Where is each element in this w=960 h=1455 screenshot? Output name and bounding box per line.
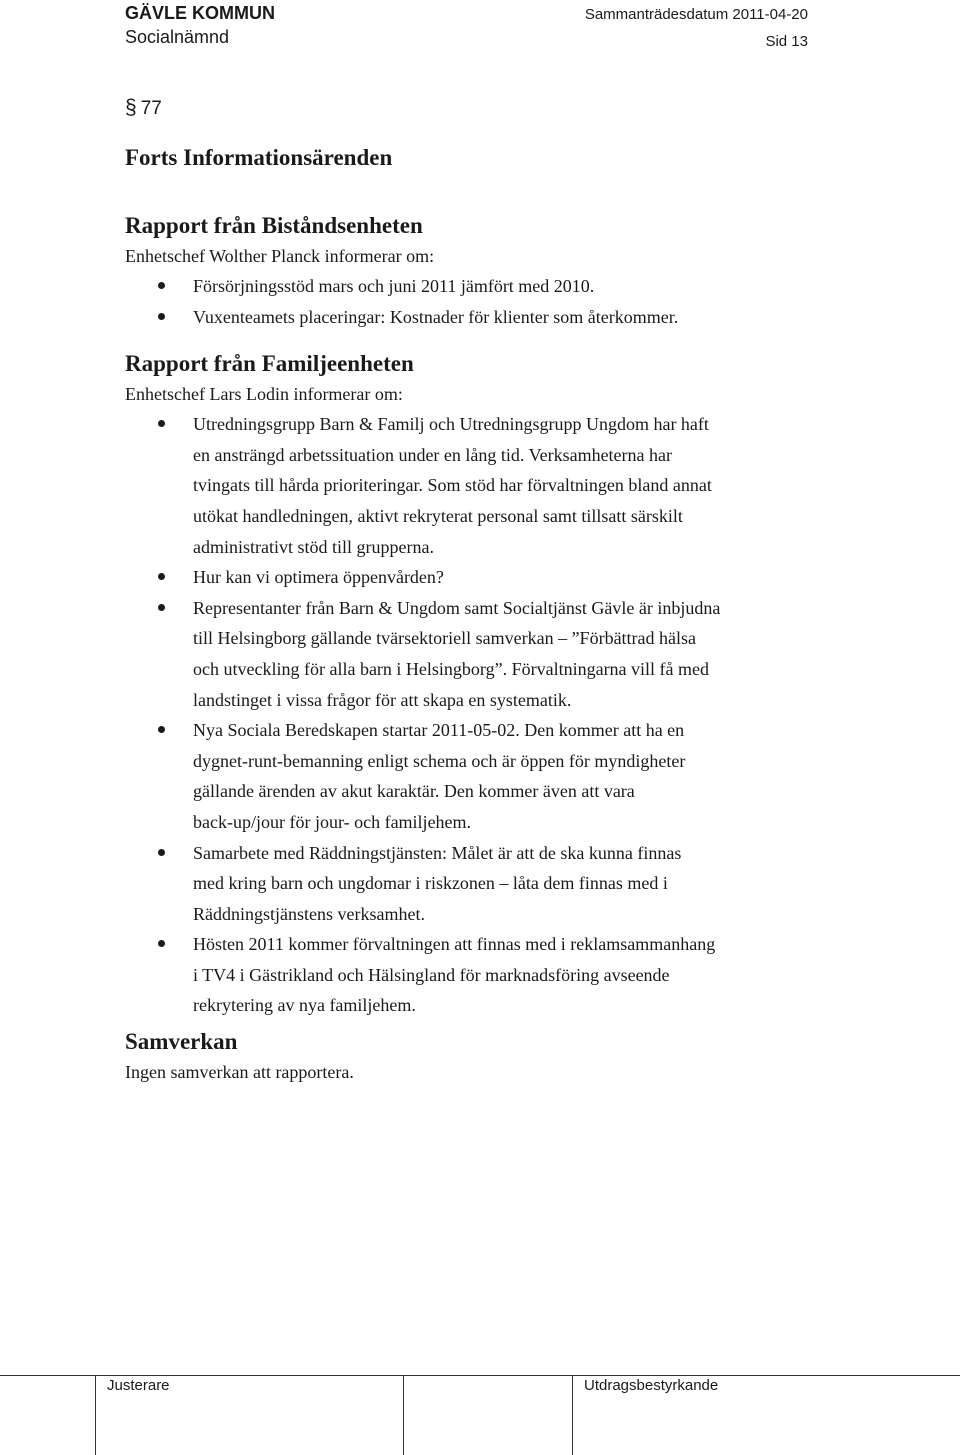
list-item-line: back-up/jour för jour- och familjehem.: [193, 811, 472, 832]
section-intro: Enhetschef Lars Lodin informerar om:: [125, 384, 403, 405]
footer-cell-border: [95, 1375, 96, 1455]
list-item-line: och utveckling för alla barn i Helsingborg”. Förvaltningarna vill få med: [193, 658, 710, 679]
bullet-icon: [158, 313, 165, 320]
section-heading: Samverkan: [125, 1029, 238, 1055]
footer-cell-border: [572, 1375, 573, 1455]
list-item: [125, 271, 825, 302]
list-item-line: Representanter från Barn & Ungdom samt Socialtjänst Gävle är inbjudna: [193, 597, 721, 618]
bullet-icon: [158, 940, 165, 947]
list-item-line: Utredningsgrupp Barn & Familj och Utredningsgrupp Ungdom har haft: [193, 414, 709, 435]
section-intro: Ingen samverkan att rapportera.: [125, 1062, 354, 1083]
list-item-line: landstinget i vissa frågor för att skapa en systematik.: [193, 689, 572, 710]
section-heading: Rapport från Biståndsenheten: [125, 213, 423, 238]
paragraph-number-value: 77: [140, 98, 162, 119]
bullet-icon: [158, 282, 165, 289]
bullet-icon: [158, 573, 165, 580]
list-item-line: Hösten 2011 kommer förvaltningen att finnas med i reklamsammanhang: [193, 934, 716, 955]
list-item-line: Hur kan vi optimera öppenvården?: [193, 567, 444, 588]
page-number: Sid 13: [765, 33, 808, 50]
list-item: [125, 409, 825, 562]
section: [125, 349, 825, 1021]
list-item-line: en ansträngd arbetssituation under en lång tid. Verksamheterna har: [193, 444, 673, 465]
sections: [125, 211, 825, 1087]
bullet-icon: [158, 420, 165, 427]
list-item-line: Samarbete med Räddningstjänsten: Målet är att de ska kunna finnas: [193, 842, 682, 863]
footer-cell-border: [403, 1375, 404, 1455]
list-item-line: i TV4 i Gästrikland och Hälsingland för marknadsföring avseende: [193, 964, 670, 985]
list-item-line: Försörjningsstöd mars och juni 2011 jämfört med 2010.: [193, 276, 595, 296]
bullet-icon: [158, 849, 165, 856]
list-item: [125, 838, 825, 930]
paragraph-number: [125, 94, 825, 123]
document-title: Forts Informationsärenden: [125, 145, 393, 170]
document-body: [125, 94, 825, 1087]
bullet-list: [125, 271, 825, 332]
list-item-line: rekrytering av nya familjehem.: [193, 995, 416, 1016]
committee-name: Socialnämnd: [125, 27, 230, 47]
list-item-line: gällande ärenden av akut karaktär. Den kommer även att vara: [193, 781, 635, 802]
section-intro: Enhetschef Wolther Planck informerar om:: [125, 246, 435, 266]
list-item-line: till Helsingborg gällande tvärsektoriell samverkan – ”Förbättrad hälsa: [193, 628, 697, 649]
list-item: [125, 593, 825, 715]
bullet-list: [125, 409, 825, 1021]
list-item-line: Nya Sociala Beredskapen startar 2011-05-02. Den kommer att ha en: [193, 720, 685, 741]
list-item-line: administrativt stöd till grupperna.: [193, 536, 434, 557]
justerare-label: Justerare: [107, 1377, 170, 1394]
list-item-line: tvingats till hårda prioriteringar. Som stöd har förvaltningen bland annat: [193, 475, 712, 496]
bullet-icon: [158, 726, 165, 733]
list-item: [125, 562, 825, 593]
list-item-line: Vuxenteamets placeringar: Kostnader för klienter som återkommer.: [193, 306, 679, 327]
list-item-line: med kring barn och ungdomar i riskzonen – låta dem finnas med i: [193, 873, 668, 894]
list-item-line: dygnet-runt-bemanning enligt schema och är öppen för myndigheter: [193, 750, 686, 771]
bullet-icon: [158, 604, 165, 611]
section: [125, 211, 825, 332]
footer-divider: [0, 1375, 960, 1376]
section-heading: Rapport från Familjeenheten: [125, 351, 414, 377]
organization-name: GÄVLE KOMMUN: [125, 3, 275, 23]
list-item: [125, 302, 825, 333]
meeting-date: Sammanträdesdatum 2011-04-20: [584, 6, 808, 23]
utdragsbestyrkande-label: Utdragsbestyrkande: [584, 1377, 719, 1394]
list-item: [125, 929, 825, 1021]
section: [125, 1027, 825, 1087]
list-item-line: Räddningstjänstens verksamhet.: [193, 903, 425, 924]
list-item-line: utökat handledningen, aktivt rekryterat personal samt tillsatt särskilt: [193, 505, 683, 526]
section-symbol: §: [125, 96, 137, 119]
list-item: [125, 715, 825, 837]
